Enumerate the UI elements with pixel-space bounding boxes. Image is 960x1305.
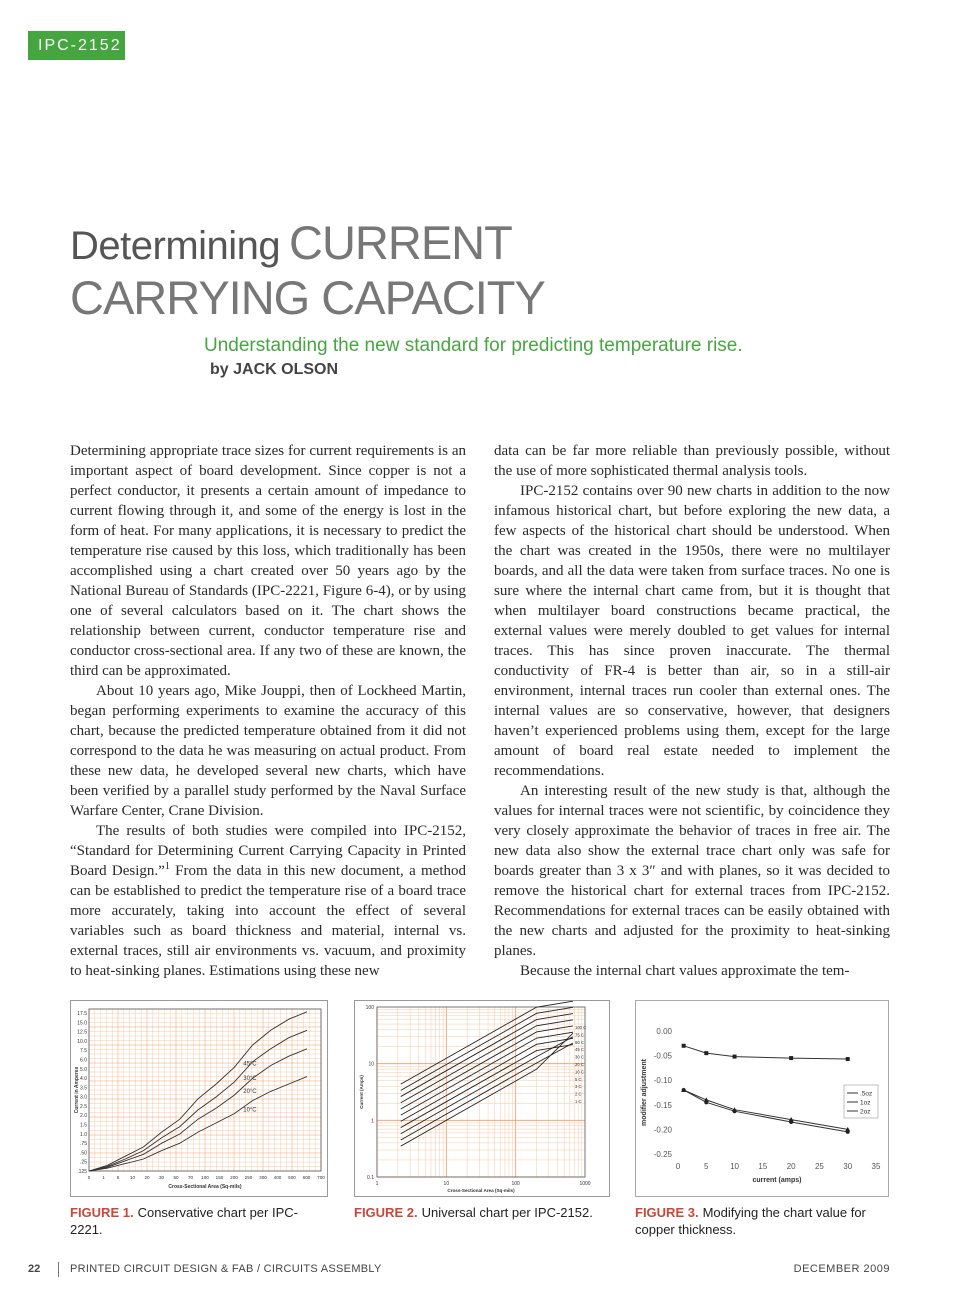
- x-tick-label: 1: [375, 1181, 379, 1187]
- series-label: 75 C: [575, 1032, 584, 1038]
- title-part2: CURRENT: [289, 216, 512, 269]
- x-tick-label: 200: [230, 1175, 238, 1180]
- series-line: [401, 1043, 573, 1140]
- data-point: [704, 1051, 708, 1055]
- y-tick-label: 15.0: [77, 1020, 87, 1027]
- y-tick-label: 10.0: [77, 1038, 87, 1045]
- data-point: [846, 1057, 850, 1061]
- x-tick-label: 5: [704, 1162, 709, 1171]
- subtitle-text: Understanding the new standard for predicting temperature rise.: [204, 335, 743, 356]
- y-tick-label: 2.0: [80, 1113, 87, 1120]
- body-column-1: [70, 441, 466, 981]
- issue-date: DECEMBER 2009: [793, 1263, 890, 1275]
- x-tick-label: 25: [814, 1162, 824, 1171]
- x-tick-label: 50: [173, 1175, 179, 1180]
- series-label: 30 C: [575, 1054, 584, 1060]
- data-point: [789, 1056, 793, 1060]
- series-line: [684, 1090, 848, 1129]
- x-tick-label: 5: [116, 1175, 120, 1180]
- x-tick-label: 100: [201, 1175, 209, 1180]
- series-line: [401, 1037, 573, 1134]
- x-tick-label: 10: [129, 1175, 136, 1180]
- series-line: [401, 1020, 573, 1103]
- x-tick-label: 500: [288, 1175, 296, 1180]
- figure-1-caption: [70, 1204, 320, 1238]
- footer-divider: [58, 1262, 59, 1277]
- y-tick-label: 0.00: [656, 1027, 672, 1036]
- title-part3: CARRYING CAPACITY: [70, 271, 545, 324]
- paragraph: Because the internal chart values approximate the tem-: [520, 963, 850, 979]
- figure-2-svg: [355, 1001, 609, 1196]
- figure-3-chart: [635, 1000, 889, 1197]
- y-axis-label: Current in Amperes: [74, 1066, 80, 1114]
- x-axis-label: Cross-Sectional Area (Sq-mils): [168, 1184, 242, 1190]
- paragraph: data can be far more reliable than previously possible, without the use of more sophisticated thermal analysis tools.: [494, 443, 890, 479]
- data-point: [682, 1088, 686, 1092]
- data-point: [789, 1120, 793, 1124]
- x-tick-label: 600: [302, 1175, 311, 1180]
- y-tick-label: 3.0: [80, 1094, 87, 1101]
- data-point: [704, 1100, 708, 1104]
- series-label: 10 C: [575, 1069, 584, 1075]
- y-tick-label: 0.1: [367, 1175, 374, 1181]
- x-tick-label: 15: [758, 1162, 768, 1171]
- x-tick-label: 20: [786, 1162, 796, 1171]
- series-label: 20°C: [243, 1089, 257, 1096]
- y-tick-label: 1.0: [80, 1131, 87, 1138]
- y-tick-label: .50: [80, 1150, 87, 1157]
- y-tick-label: 1: [371, 1118, 374, 1125]
- series-label: 45°C: [243, 1061, 257, 1068]
- y-tick-label: 100: [365, 1005, 374, 1011]
- series-label: 20 C: [575, 1062, 584, 1067]
- y-tick-label: 7.5: [80, 1048, 87, 1055]
- y-tick-label: -0.05: [653, 1051, 672, 1061]
- data-point: [733, 1055, 737, 1059]
- figure-1-chart: [70, 1000, 328, 1197]
- y-axis-label: Current (Amps): [359, 1075, 364, 1109]
- page-number: 22: [28, 1263, 41, 1275]
- series-label: 45 C: [575, 1047, 584, 1053]
- paragraph: About 10 years ago, Mike Jouppi, then of Lockheed Martin, began performing experiments to examine the accuracy of this chart, because the predicted temperature obtained from it did not correspond to the data he was measuring on actual product. From these new data, he developed several new charts, which have been verified by a parallel study performed by the Naval Surface Warfare Center, Crane Division.: [70, 683, 466, 819]
- series-label: 30°C: [243, 1076, 257, 1083]
- y-tick-label: -0.25: [653, 1150, 672, 1159]
- caption-text: Conservative chart per IPC-2221.: [70, 1205, 298, 1237]
- y-tick-label: 12.5: [77, 1029, 87, 1036]
- x-axis-label: Cross-Sectional Area (Sq-mils): [447, 1188, 515, 1193]
- y-tick-label: -0.20: [653, 1125, 672, 1135]
- y-tick-label: 17.5: [77, 1011, 87, 1017]
- section-tag: IPC-2152: [28, 31, 125, 60]
- page-footer: [28, 1263, 890, 1279]
- figure-3-svg: [636, 1001, 888, 1196]
- y-tick-label: .75: [80, 1141, 87, 1148]
- x-tick-label: 1: [102, 1175, 105, 1180]
- y-tick-label: 3.5: [80, 1085, 87, 1092]
- legend-label: .5oz: [860, 1090, 873, 1098]
- body-column-2: [494, 441, 890, 981]
- caption-text: Universal chart per IPC-2152.: [421, 1205, 593, 1220]
- title-part1: Determining: [70, 224, 281, 268]
- figure-label: FIGURE 2.: [354, 1205, 418, 1220]
- y-tick-label: -0.15: [653, 1100, 672, 1110]
- y-tick-label: 5.0: [80, 1066, 87, 1073]
- publication-name: PRINTED CIRCUIT DESIGN & FAB / CIRCUITS ASSEMBLY: [70, 1263, 382, 1275]
- x-tick-label: 1000: [579, 1181, 591, 1187]
- x-tick-label: 10: [443, 1181, 450, 1187]
- x-tick-label: 10: [730, 1162, 740, 1171]
- article-title: [70, 218, 545, 328]
- caption-text: Modifying the chart value for copper thickness.: [635, 1205, 866, 1237]
- y-tick-label: 6.0: [80, 1057, 87, 1064]
- x-tick-label: 700: [317, 1175, 325, 1180]
- figure-label: FIGURE 3.: [635, 1205, 699, 1220]
- figure-label: FIGURE 1.: [70, 1205, 134, 1220]
- paragraph: Determining appropriate trace sizes for current requirements is an important aspect of board development. Since copper is not a perfect conductor, it presents a certain amount of impedance to current flowing through it, and some of the energy is lost in the form of heat. For many applications, it is necessary to predict the temperature rise caused by this loss, which traditionally has been accomplished using a chart created over 50 years ago by the National Bureau of Standards (IPC-2221, Figure 6-4), or by using one of several calculators based on it. The chart shows the relationship between current, conductor temperature rise and conductor cross-sectional area. If any two of these are known, the third can be approximated.: [70, 443, 466, 679]
- series-line: [89, 1077, 307, 1171]
- legend-label: 2oz: [860, 1108, 871, 1116]
- x-axis-label: current (amps): [752, 1177, 802, 1184]
- series-label: 1 C: [575, 1099, 582, 1104]
- series-label: 3 C: [575, 1084, 582, 1090]
- x-tick-label: 150: [215, 1175, 224, 1180]
- x-tick-label: 35: [871, 1162, 881, 1171]
- x-tick-label: 300: [259, 1175, 267, 1180]
- x-tick-label: 30: [158, 1175, 165, 1180]
- y-tick-label: 2.5: [80, 1103, 87, 1110]
- x-tick-label: 20: [144, 1175, 150, 1180]
- series-label: 5 C: [575, 1076, 582, 1082]
- paragraph: An interesting result of the new study is that, although the values for internal traces were not scientific, by coincidence they very closely approximate the behavior of traces in free air. The new data also show the external trace chart only was safe for boards greater than 3 x 3″ and with planes, so it was decided to remove the historical chart for external traces from IPC-2152. Recommendations for external traces can be easily obtained with the new charts and adjusted for the proximity to heat-sinking planes.: [494, 783, 890, 959]
- paragraph-text: The results of both studies were compiled into IPC-2152, “Standard for Determining Current Carrying Capacity in Printed Board Design.”: [70, 823, 466, 879]
- y-tick-label: .25: [80, 1159, 87, 1166]
- article-subtitle: [204, 334, 764, 381]
- legend-label: 1oz: [860, 1099, 871, 1107]
- series-line: [401, 1014, 573, 1097]
- x-tick-label: 70: [187, 1175, 194, 1180]
- paragraph: IPC-2152 contains over 90 new charts in addition to the now infamous historical chart, but before exploring the new data, a few aspects of the historical chart should be understood. When the chart was created in the 1950s, there were no multilayer boards, and all the data were taken from surface traces. No one is sure where the internal chart came from, but it is thought that when multilayer board constructions became practical, the external values were merely doubled to get values for internal traces. This has since proven inaccurate. The thermal conductivity of FR-4 is better than air, so in a still-air environment, internal traces run cooler than external ones. The internal values are so conservative, however, that designers haven’t experienced problems using them, except for the large amount of board real estate needed to implement the recommendations.: [494, 483, 890, 779]
- figure-1-svg: [71, 1001, 327, 1196]
- y-tick-label: 1.5: [80, 1122, 87, 1129]
- byline: by JACK OLSON: [210, 361, 339, 378]
- series-label: 100 C: [575, 1025, 587, 1030]
- x-tick-label: 0: [675, 1162, 681, 1171]
- y-tick-label: 10: [368, 1061, 374, 1068]
- x-tick-label: 30: [843, 1162, 853, 1171]
- x-tick-label: 400: [273, 1175, 282, 1180]
- series-line: [89, 1030, 307, 1171]
- series-line: [89, 1012, 307, 1171]
- series-label: 60 C: [575, 1039, 584, 1045]
- series-line: [401, 1026, 573, 1109]
- data-point: [733, 1109, 737, 1113]
- series-label: 10°C: [243, 1107, 257, 1114]
- footnote-ref: 1: [164, 861, 170, 872]
- y-tick-label: .125: [77, 1169, 87, 1175]
- x-tick-label: 250: [244, 1175, 253, 1180]
- x-tick-label: 0: [87, 1175, 91, 1180]
- data-point: [846, 1130, 850, 1134]
- y-tick-label: 4.0: [80, 1076, 87, 1083]
- figure-3-caption: [635, 1204, 900, 1238]
- figure-2-chart: [354, 1000, 610, 1197]
- series-label: 2 C: [575, 1091, 582, 1097]
- series-line: [684, 1046, 848, 1059]
- x-tick-label: 100: [511, 1181, 520, 1187]
- series-line: [401, 1032, 573, 1115]
- y-axis-label: modifier adjustment: [641, 1059, 648, 1126]
- y-tick-label: -0.10: [653, 1076, 672, 1086]
- paragraph: [70, 821, 466, 981]
- paragraph-text: From the data in this new document, a method can be established to predict the temperature rise of a board trace more accurately, taking into account the effect of several variables such as board thickness and material, internal vs. external traces, still air environments vs. vacuum, and proximity to heat-sinking planes. Estimations using these new: [70, 863, 466, 979]
- figure-2-caption: [354, 1204, 614, 1221]
- data-point: [682, 1044, 686, 1048]
